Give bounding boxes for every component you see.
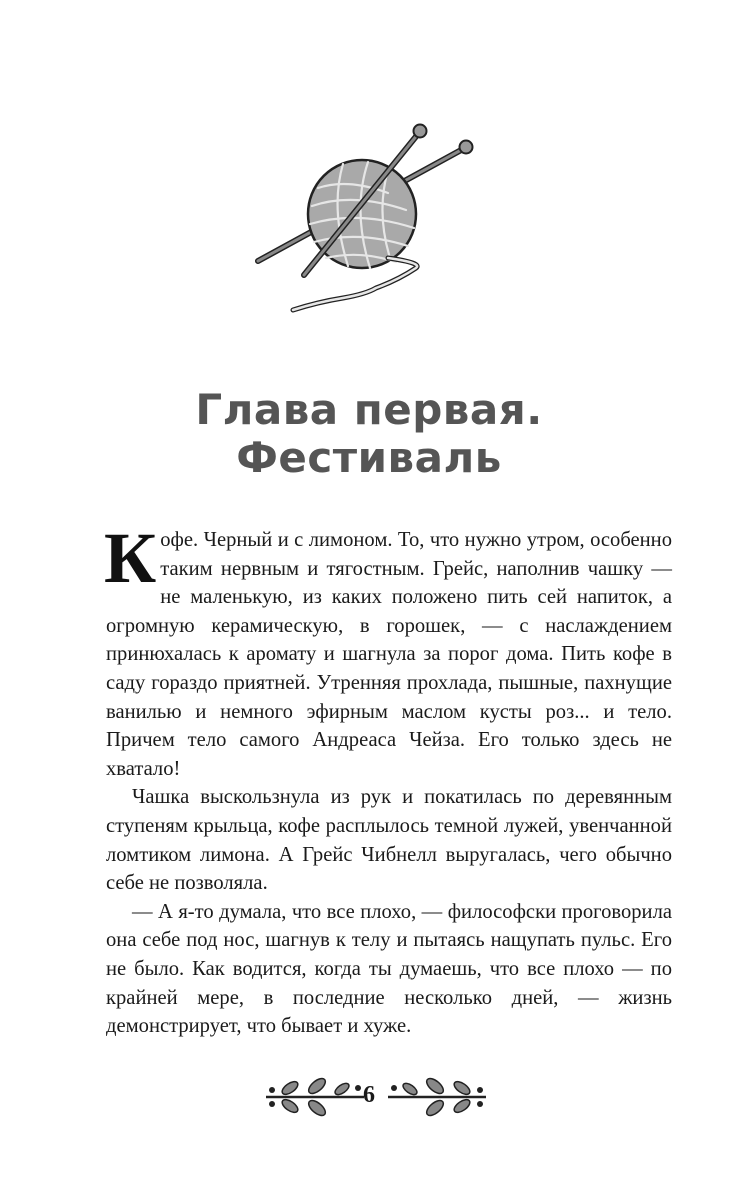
chapter-title-line-2: Фестиваль (236, 433, 502, 482)
chapter-body (104, 518, 672, 1041)
paragraph-1 (104, 518, 672, 783)
yarn-ball-knitting-needles-icon (248, 118, 488, 328)
chapter-title-line-1: Глава первая. (195, 385, 543, 434)
paragraph-2: Чашка выскользнула из рук и покатилась по деревянным ступеням крыльца, кофе расплылось темной лужей, увенчанной ломтиком лимона. А Грейс Чибнелл выругалась, чего обычно себе не позволяла. (106, 786, 672, 895)
paragraph-1-text: офе. Черный и с лимоном. То, что нужно утром, особенно таким нервным и тягостным. Грейс, наполнив чашку — не маленькую, из каких положено пить сей напиток, а огромную керамическую, в горошек, — с наслаждением принюхалась к аромату и шагнула за порог дома. Пить кофе в саду гораздо приятней. Утренняя прохлада, пышные, пахнущие ванилью и немного эфирным маслом кусты роз... и тело. Причем тело самого Андреаса Чейза. Его только здесь не хватало! (106, 529, 672, 780)
leaf-branch-icon (380, 1070, 490, 1120)
paragraph-3: — А я-то думала, что все плохо, — философски проговорила она себе под нос, шагнув к телу и пытаясь нащупать пульс. Его не было. Как водится, когда ты думаешь, что все плохо — по крайней мере, в последние несколько дней, — жизнь демонстрирует, что бывает и хуже. (106, 900, 672, 1038)
drop-cap: К (104, 518, 157, 598)
page-number: 6 (363, 1082, 375, 1108)
chapter-title (0, 386, 738, 482)
